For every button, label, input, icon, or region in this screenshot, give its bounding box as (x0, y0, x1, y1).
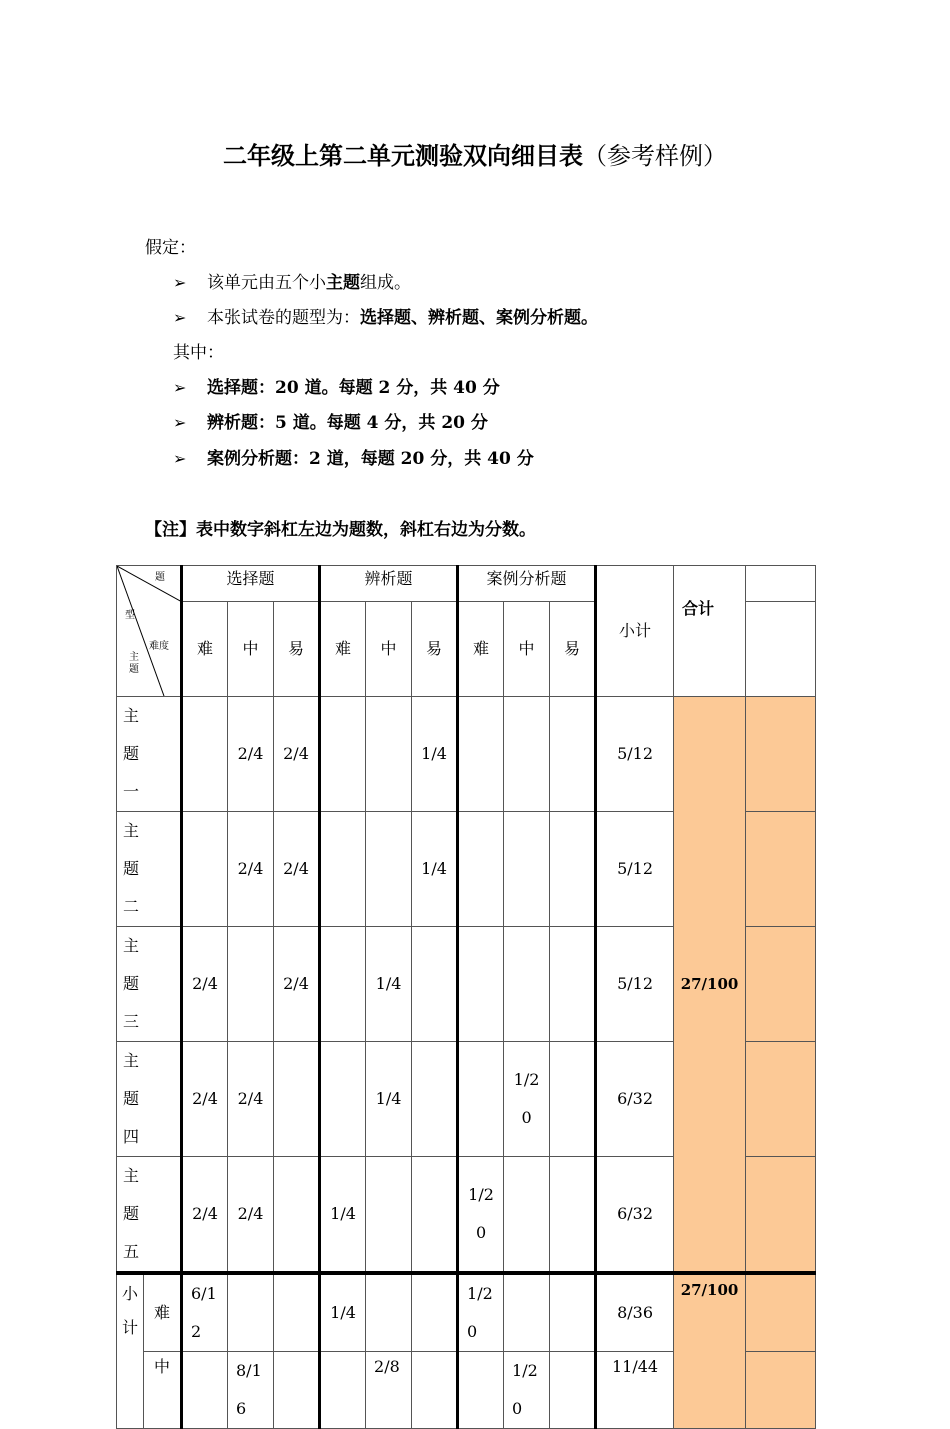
total-header: 合计 (674, 566, 746, 697)
subtotal-cell: 5/12 (596, 697, 674, 812)
cell (412, 927, 458, 1042)
cell (504, 1273, 550, 1352)
cell (412, 1042, 458, 1157)
cell (458, 812, 504, 927)
topic-label: 主题 四 (117, 1042, 182, 1157)
cell (182, 812, 228, 927)
cell: 2/4 (274, 812, 320, 927)
topic-label: 主题 二 (117, 812, 182, 927)
bullet-1 (173, 273, 411, 293)
cell: 2/4 (182, 1157, 228, 1274)
title-main: 二年级上第二单元测验双向细目表 (223, 142, 583, 170)
bullet-1-pre: 该单元由五个小 (207, 273, 326, 293)
topic-label: 主题 一 (117, 697, 182, 812)
level-case-mid: 中 (504, 602, 550, 697)
extra-header-cell (746, 566, 816, 602)
extra-header-cell-2 (746, 602, 816, 697)
spec-table (116, 565, 816, 1429)
cell: 1/4 (366, 927, 412, 1042)
cell (182, 1352, 228, 1429)
bullet-discern (173, 413, 488, 433)
cell (550, 1157, 596, 1274)
cell: 2/4 (274, 697, 320, 812)
cell: 2/4 (228, 1157, 274, 1274)
cell (274, 1273, 320, 1352)
cell (320, 812, 366, 927)
level-discern-hard: 难 (320, 602, 366, 697)
cell (550, 1042, 596, 1157)
diag-label-zhu: 主 (129, 652, 139, 663)
extra-cell (746, 812, 816, 927)
cell: 6/1 2 (182, 1273, 228, 1352)
cell: 1/4 (320, 1273, 366, 1352)
topic-label: 主题 三 (117, 927, 182, 1042)
diagonal-header-cell (117, 566, 182, 697)
summary-label: 小 计 (117, 1273, 144, 1429)
cell: 2/4 (228, 812, 274, 927)
cell (366, 697, 412, 812)
diagonal-lines (117, 566, 182, 696)
cell (228, 1273, 274, 1352)
cell: 2/4 (182, 1042, 228, 1157)
arrow-icon: ➢ (173, 378, 187, 397)
cell (504, 1157, 550, 1274)
arrow-icon: ➢ (173, 273, 187, 292)
header-row-types (117, 566, 816, 602)
subtotal-header: 小计 (596, 566, 674, 697)
cell (412, 1157, 458, 1274)
extra-cell (746, 1352, 816, 1429)
cell (228, 927, 274, 1042)
note: 【注】表中数字斜杠左边为题数，斜杠右边为分数。 (145, 520, 536, 540)
bullet-case (173, 449, 534, 469)
cell (320, 927, 366, 1042)
summary-row-hard (117, 1273, 816, 1352)
cell: 2/4 (228, 697, 274, 812)
summary-level: 难 (144, 1273, 182, 1352)
bullet-discern-text: 辨析题：5 道。每题 4 分，共 20 分 (207, 413, 488, 433)
diag-label-nandu: 难度 (149, 641, 169, 652)
table-row (117, 697, 816, 812)
bullet-1-strong: 主题 (326, 273, 360, 293)
cell (320, 1042, 366, 1157)
cell (182, 697, 228, 812)
type-header-choice: 选择题 (182, 566, 320, 602)
cell (458, 1352, 504, 1429)
cell: 2/4 (228, 1042, 274, 1157)
subtotal-cell: 11/44 (596, 1352, 674, 1429)
cell: 1/2 0 (458, 1157, 504, 1274)
assume-label: 假定： (145, 238, 196, 258)
arrow-icon: ➢ (173, 308, 187, 327)
cell: 1/4 (320, 1157, 366, 1274)
level-choice-mid: 中 (228, 602, 274, 697)
cell: 1/4 (412, 812, 458, 927)
cell: 1/2 0 (504, 1352, 550, 1429)
cell (366, 812, 412, 927)
subtotal-cell: 5/12 (596, 927, 674, 1042)
subtotal-cell: 5/12 (596, 812, 674, 927)
cell: 1/4 (366, 1042, 412, 1157)
cell (504, 927, 550, 1042)
cell (458, 1042, 504, 1157)
bullet-2 (173, 308, 598, 328)
title-sub: （参考样例） (583, 142, 727, 170)
level-discern-mid: 中 (366, 602, 412, 697)
cell (504, 697, 550, 812)
cell (550, 697, 596, 812)
cell (550, 812, 596, 927)
level-case-hard: 难 (458, 602, 504, 697)
cell: 1/2 0 (504, 1042, 550, 1157)
cell: 2/4 (182, 927, 228, 1042)
among-label: 其中： (173, 343, 224, 363)
subtotal-cell: 8/36 (596, 1273, 674, 1352)
cell (458, 927, 504, 1042)
level-discern-easy: 易 (412, 602, 458, 697)
topic-label: 主题 五 (117, 1157, 182, 1274)
bullet-1-post: 组成。 (360, 273, 411, 293)
cell (458, 697, 504, 812)
level-case-easy: 易 (550, 602, 596, 697)
arrow-icon: ➢ (173, 449, 187, 468)
cell (320, 1352, 366, 1429)
bullet-case-text: 案例分析题：2 道，每题 20 分，共 40 分 (207, 449, 534, 469)
type-header-case: 案例分析题 (458, 566, 596, 602)
bullet-2-strong: 选择题、辨析题、案例分析题。 (360, 308, 598, 328)
cell (366, 1157, 412, 1274)
cell (412, 1273, 458, 1352)
cell: 1/4 (412, 697, 458, 812)
type-header-discern: 辨析题 (320, 566, 458, 602)
bullet-choice-text: 选择题：20 道。每题 2 分，共 40 分 (207, 378, 500, 398)
summary-total-cell: 27/100 (674, 1273, 746, 1429)
cell: 8/1 6 (228, 1352, 274, 1429)
subtotal-cell: 6/32 (596, 1157, 674, 1274)
bullet-2-pre: 本张试卷的题型为： (207, 308, 360, 328)
cell (550, 1352, 596, 1429)
diag-label-ti2: 题 (129, 664, 139, 675)
extra-cell (746, 927, 816, 1042)
extra-cell (746, 1042, 816, 1157)
cell: 1/2 0 (458, 1273, 504, 1352)
level-choice-easy: 易 (274, 602, 320, 697)
cell (550, 927, 596, 1042)
cell: 2/4 (274, 927, 320, 1042)
summary-level: 中 (144, 1352, 182, 1429)
level-choice-hard: 难 (182, 602, 228, 697)
page-title (0, 136, 950, 171)
cell (320, 697, 366, 812)
diag-label-xing: 型 (125, 610, 135, 621)
cell (412, 1352, 458, 1429)
extra-cell (746, 697, 816, 812)
arrow-icon: ➢ (173, 413, 187, 432)
cell (550, 1273, 596, 1352)
cell (274, 1352, 320, 1429)
bullet-choice (173, 378, 500, 398)
cell (274, 1042, 320, 1157)
extra-cell (746, 1273, 816, 1352)
topics-total-cell: 27/100 (674, 697, 746, 1274)
cell (366, 1273, 412, 1352)
diag-label-ti: 题 (155, 572, 165, 583)
extra-cell (746, 1157, 816, 1274)
cell (274, 1157, 320, 1274)
cell: 2/8 (366, 1352, 412, 1429)
cell (504, 812, 550, 927)
subtotal-cell: 6/32 (596, 1042, 674, 1157)
